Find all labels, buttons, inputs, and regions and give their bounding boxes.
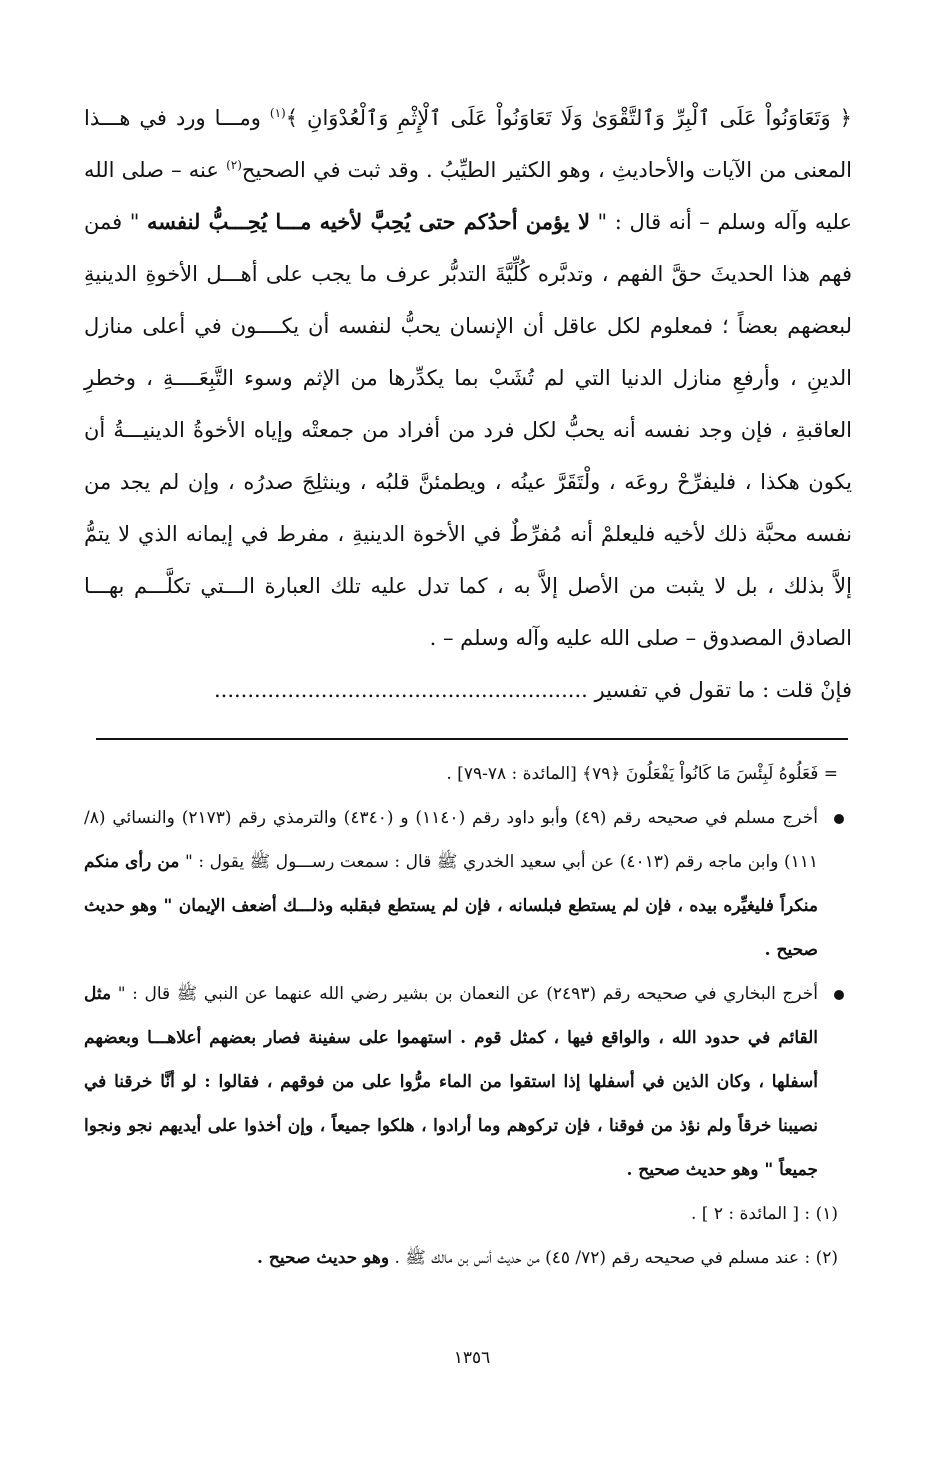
footnote-2-text: : عند مسلم في صحيحه رقم (٧٢/ ٤٥) من حديث أنس بن مالك ﷺ . — [389, 1248, 811, 1268]
question-line — [84, 664, 852, 716]
footnote-note-a — [84, 796, 852, 972]
note-b-text: أخرج البخاري في صحيحه رقم (٢٤٩٣) عن النعمان بن بشير رضي الله عنهما عن النبي ﷺ قال : " — [111, 984, 818, 1004]
note-b-tail: " وهو حديث صحيح . — [626, 1160, 780, 1180]
main-text — [84, 92, 852, 716]
note-b-hadith: مثل القائم في حدود الله ، والواقع فيها ، كمثل قوم . استهموا على سفينة فصار بعضهم أعلاهـــا وبعضهم أسفلها ، وكان الذين في أسفلها إذا استقوا من الماء مرُّوا على من فوقهم ، فقالوا : لو أنَّا خرقنا في نصيبنا خرقاً ولم نؤذ من فوقنا ، فإن تركوهم وما أرادوا ، هلكوا جميعاً ، وإن أخذوا على أيديهم نجو ونجوا جميعاً — [84, 984, 818, 1180]
bullet-icon — [834, 814, 844, 824]
page-number: ١٣٥٦ — [453, 1348, 491, 1368]
footnote-continuation: = فَعَلُوهُ لَبِئْسَ مَا كَانُواْ يَفْعَلُونَ ﴿٧٩﴾ [المائدة : ٧٨-٧٩] . — [446, 764, 838, 784]
dotted-leader: ........................................................ — [213, 678, 588, 702]
footnote-2-bold: وهو حديث صحيح . — [257, 1248, 390, 1268]
hadith-quote: لا يؤمن أحدُكم حتى يُحِبَّ لأخيه مـــا يُحِـــبُّ لنفسه — [147, 209, 590, 234]
footnote-2-label: (٢) — [815, 1248, 838, 1268]
footnote-ref-1[interactable]: (١) — [269, 106, 286, 120]
bullet-icon — [834, 990, 844, 1000]
footnote-1-text: : [ المائدة : ٢ ] . — [691, 1204, 811, 1224]
quran-verse: ﴿ وَتَعَاوَنُواْ عَلَى ٱلْبِرِّ وَٱلتَّقْوَىٰ وَلَا تَعَاوَنُواْ عَلَى ٱلْإِثْمِ وَٱلْعُدْوَانِ ﴾ — [285, 106, 852, 130]
main-paragraph — [84, 92, 852, 664]
text-after-sahih: عنه – صلى الله عليه وآله وسلم – أنه قال : " — [84, 158, 852, 234]
footnote-1 — [84, 1192, 852, 1236]
footnote-divider — [96, 738, 848, 740]
text-after-hadith: " فمن فهم هذا الحديثَ حقَّ الفهم ، وتدبَّره كُلِّيَّةَ التدبُّر عرف ما يجب على أهـــل الأخوةِ الدينيةِ لبعضهم بعضاً ؛ فمعلوم لكل عاقل أن الإنسان يحبُّ لنفسه أن يكــــون في أعلى منازل الدينِ ، وأرفعِ منازل الدنيا التي لم تُشَبْ بما يكدِّرها من الإثم وسوء التَّبِعَــــةِ ، وخطرِ العاقبةِ ، فإن وجد نفسه أنه يحبُّ لكل فرد من أفراد من جمعتْه وإياه الأخوةُ الدينيـــةُ أن يكون هكذا ، فليفرِّحْ روعَه ، ولْتَقَرَّ عينُه ، ويطمئنَّ قلبُه ، وينثلِجَ صدرُه ، وإن لم يجد من نفسه محبَّة ذلك لأخيه فليعلمْ أنه مُفرِّطٌ في الأخوة الدينيةِ ، مفرط في إيمانه الذي لا يتمُّ إلاَّ بذلك ، بل لا يثبت من الأصل إلاَّ به ، كما تدل عليه تلك العبارة الـــتي تكلَّـــم بهـــا الصادق المصدوق – صلى الله عليه وآله وسلم – . — [84, 210, 852, 650]
text-after-verse: ومـــا ورد في هـــذا المعنى من الآيات والأحاديثِ ، وهو الكثير الطيِّبُ . وقد ثبت في الصحيح — [84, 106, 852, 182]
footnote-1-label: (١) — [815, 1204, 838, 1224]
question-text: فإنْ قلت : ما تقول في تفسير — [594, 678, 852, 702]
note-a-tail: " وهو حديث صحيح . — [84, 896, 818, 960]
footnote-2 — [84, 1236, 852, 1280]
footnotes — [84, 752, 852, 1280]
footnote-ref-2[interactable]: (٢) — [226, 158, 242, 172]
footnote-note-b — [84, 972, 852, 1192]
note-a-hadith: من رأى منكم منكراً فليغيِّره بيده ، فإن لم يستطع فبلسانه ، فإن لم يستطع فبقلبه وذلـــك أضعف الإيمان — [84, 852, 818, 916]
note-a-text: أخرج مسلم في صحيحه رقم (٤٩) وأبو داود رقم (١١٤٠) و (٤٣٤٠) والترمذي رقم (٢١٧٣) والنسائي (٨/ ١١١) وابن ماجه رقم (٤٠١٣) عن أبي سعيد الخدري ﷺ قال : سمعت رســـول ﷺ يقول : " — [84, 808, 819, 872]
